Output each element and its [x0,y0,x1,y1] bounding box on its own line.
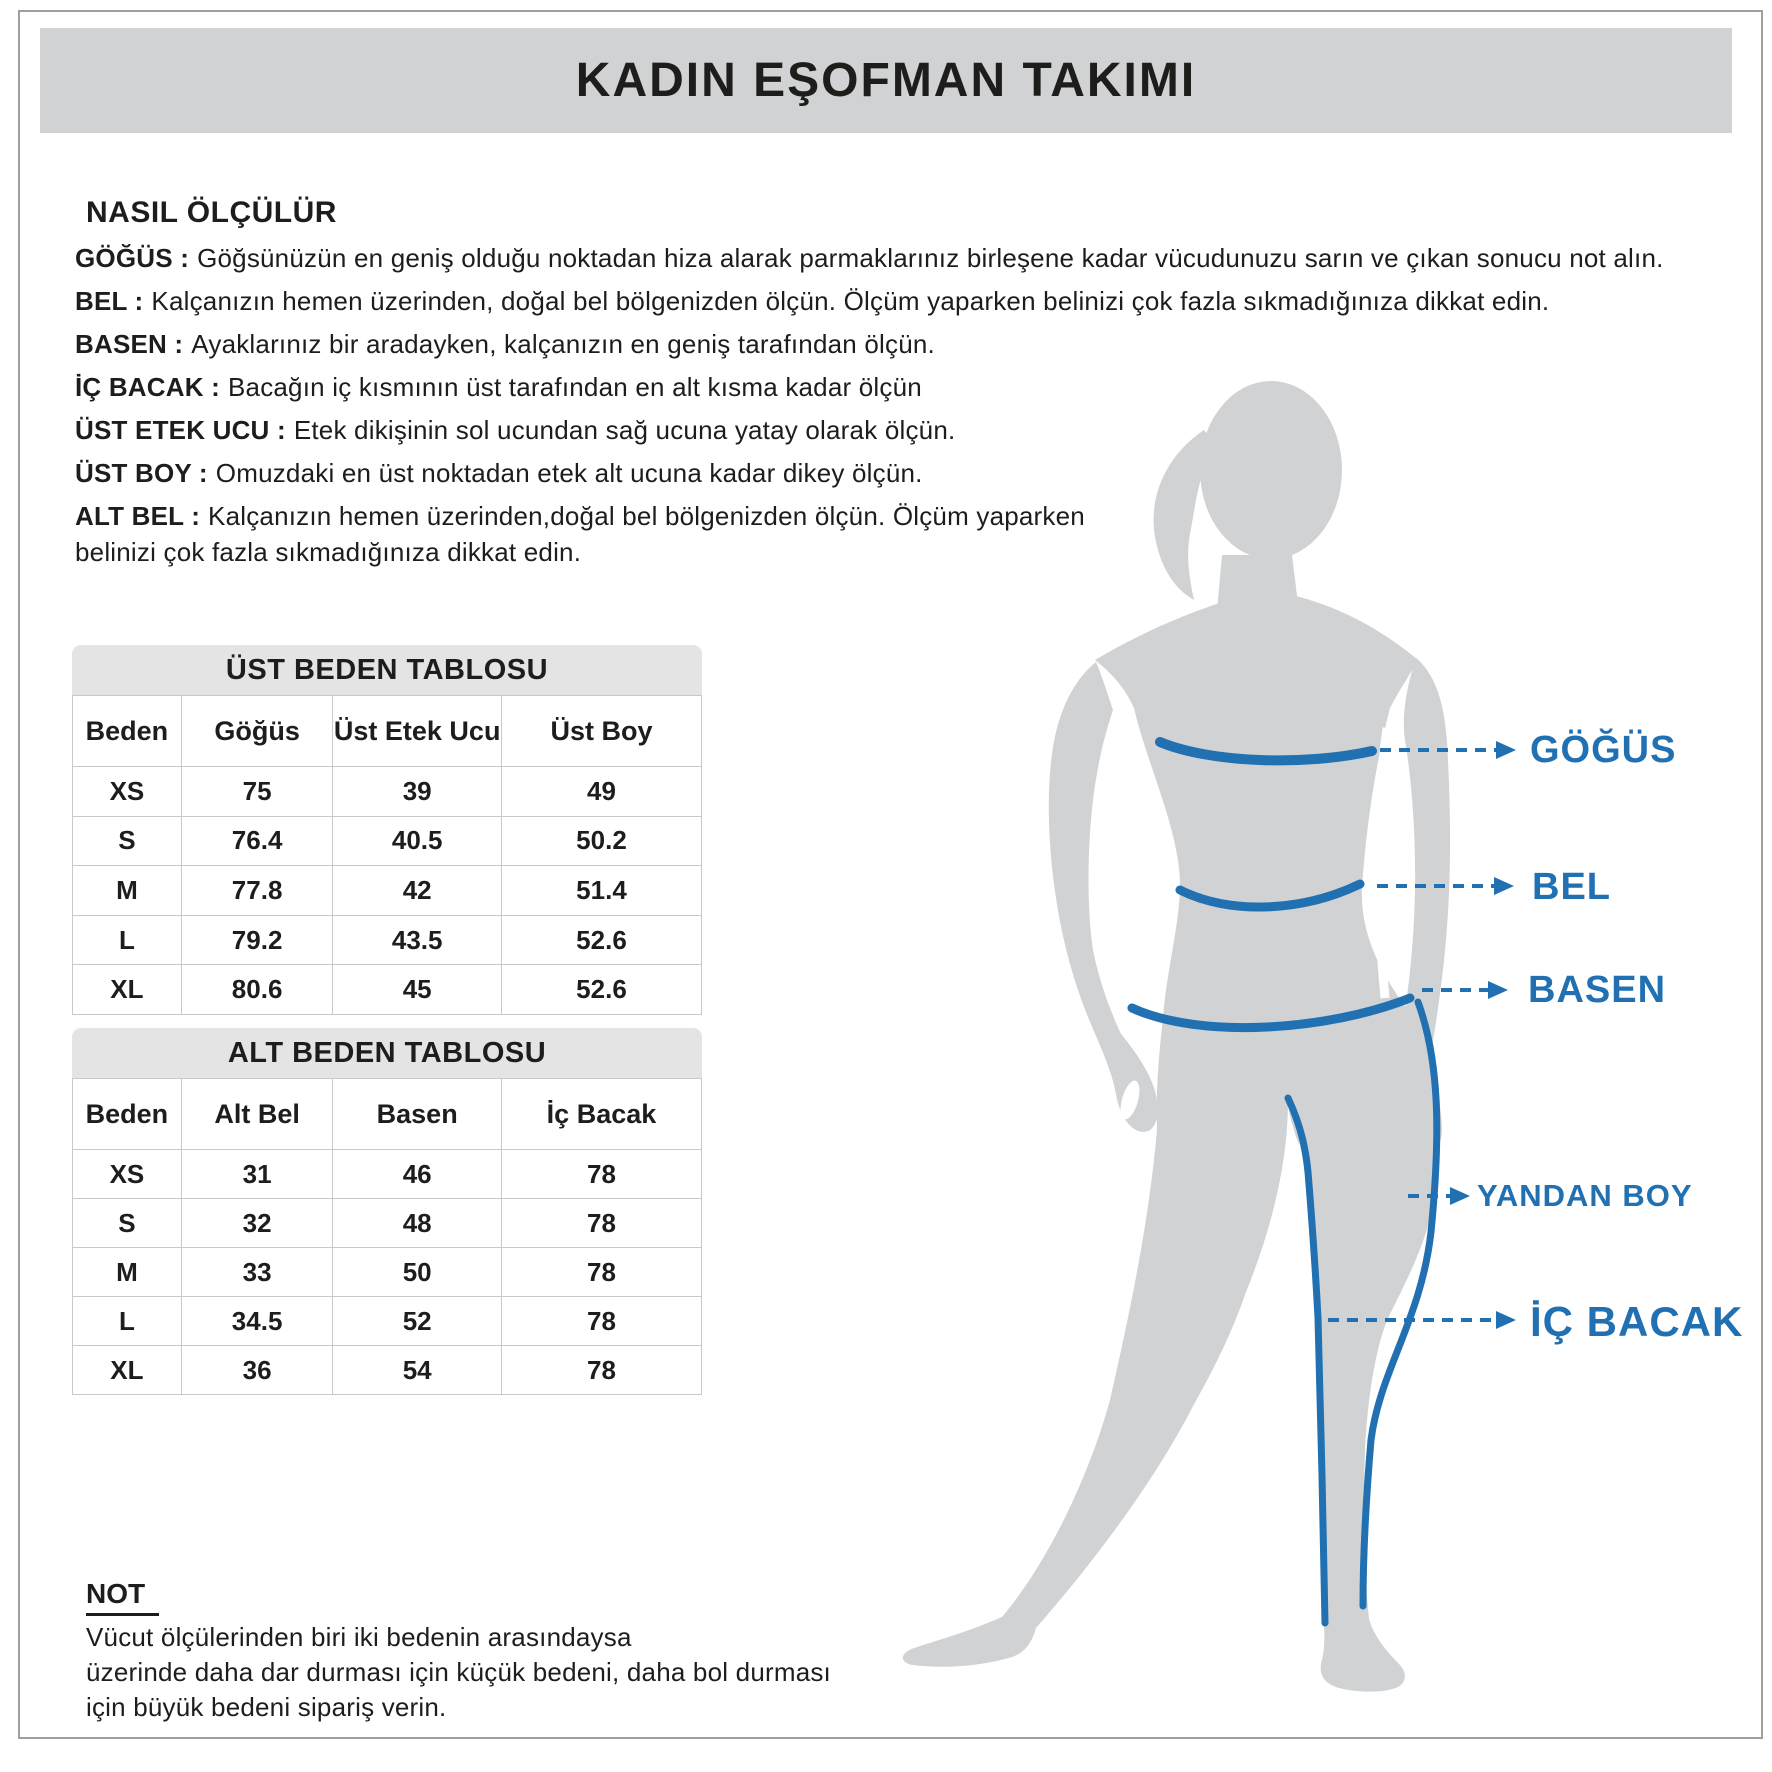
table-cell: M [73,866,182,916]
side-length-label: YANDAN BOY [1477,1178,1693,1213]
measure-definition-alt-bel-line2: belinizi çok fazla sıkmadığınıza dikkat edin. [75,537,582,567]
table-row [73,816,702,866]
left-leg [903,1018,1288,1667]
table-row [73,1248,702,1297]
table-cell: 78 [501,1346,701,1395]
table-cell: 42 [333,866,502,916]
upper-size-table [72,645,702,1015]
table-header-cell: Üst Etek Ucu [333,696,502,767]
table-cell: 54 [333,1346,502,1395]
table-cell: 78 [501,1297,701,1346]
table-cell: 34.5 [181,1297,333,1346]
note-line: için büyük bedeni sipariş verin. [86,1692,447,1722]
table-cell: 80.6 [181,965,333,1015]
arrow-right-icon [1494,877,1514,895]
table-cell: 43.5 [333,915,502,965]
table-header-cell: Basen [333,1079,502,1150]
note-line: üzerinde daha dar durması için küçük bedeni, daha bol durması [86,1657,831,1687]
table-row [73,1297,702,1346]
table-header-cell: Alt Bel [181,1079,333,1150]
upper-size-table-title: ÜST BEDEN TABLOSU [72,645,702,695]
table-cell: 51.4 [501,866,701,916]
table-row [73,1150,702,1199]
table-cell: 52.6 [501,965,701,1015]
arrow-right-icon [1496,1311,1516,1329]
table-cell: 36 [181,1346,333,1395]
table-header-cell: Üst Boy [501,696,701,767]
table-cell: 76.4 [181,816,333,866]
table-cell: S [73,1199,182,1248]
head [1200,381,1342,559]
table-row [73,915,702,965]
note-line: Vücut ölçülerinden biri iki bedenin arasındaysa [86,1622,632,1652]
table-cell: 32 [181,1199,333,1248]
table-cell: 79.2 [181,915,333,965]
table-cell: 78 [501,1150,701,1199]
table-cell: XS [73,767,182,817]
table-cell: XL [73,965,182,1015]
table-cell: S [73,816,182,866]
table-cell: L [73,1297,182,1346]
table-cell: XL [73,1346,182,1395]
table-cell: 50.2 [501,816,701,866]
table-cell: XS [73,1150,182,1199]
table-cell: 40.5 [333,816,502,866]
measure-definition-ust-etek-ucu: ÜST ETEK UCU : Etek dikişinin sol ucundan sağ ucuna yatay olarak ölçün. [75,415,956,445]
lower-size-table [72,1028,702,1395]
measure-definition-gogus: GÖĞÜS : Göğsünüzün en geniş olduğu noktadan hiza alarak parmaklarınız birleşene kadar vücudunuzu sarın ve çıkan sonucu not alın. [75,243,1664,273]
measure-definition-basen: BASEN : Ayaklarınız bir aradayken, kalçanızın en geniş tarafından ölçün. [75,329,935,359]
how-to-heading: NASIL ÖLÇÜLÜR [86,196,337,229]
waist-label: BEL [1532,866,1611,908]
hip-label: BASEN [1528,969,1667,1011]
note-heading: NOT [86,1578,159,1616]
table-cell: 78 [501,1199,701,1248]
arrow-right-icon [1450,1187,1470,1205]
table-row [73,965,702,1015]
table-header-cell: İç Bacak [501,1079,701,1150]
table-cell: L [73,915,182,965]
page-title-bar [40,28,1732,133]
table-cell: 48 [333,1199,502,1248]
table-header-cell: Beden [73,1079,182,1150]
table-cell: 46 [333,1150,502,1199]
table-cell: M [73,1248,182,1297]
chest-arrow [1380,741,1516,759]
table-header-row [73,696,702,767]
chest-label: GÖĞÜS [1530,729,1677,771]
measure-definition-ic-bacak: İÇ BACAK : Bacağın iç kısmının üst tarafından en alt kısma kadar ölçün [75,372,922,402]
table-cell: 39 [333,767,502,817]
body-measurement-figure [850,330,1530,1750]
table-row [73,1346,702,1395]
ponytail [1154,430,1216,600]
arrow-right-icon [1496,741,1516,759]
table-cell: 45 [333,965,502,1015]
page-title: KADIN EŞOFMAN TAKIMI [575,54,1197,107]
table-cell: 77.8 [181,866,333,916]
table-row [73,1199,702,1248]
table-cell: 75 [181,767,333,817]
arrow-right-icon [1488,981,1508,999]
table-cell: 52 [333,1297,502,1346]
table-cell: 31 [181,1150,333,1199]
table-header-cell: Göğüs [181,696,333,767]
table-cell: 33 [181,1248,333,1297]
table-row [73,767,702,817]
table-cell: 49 [501,767,701,817]
table-header-row [73,1079,702,1150]
table-cell: 52.6 [501,915,701,965]
table-cell: 78 [501,1248,701,1297]
measure-definition-alt-bel: ALT BEL : Kalçanızın hemen üzerinden,doğal bel bölgenizden ölçün. Ölçüm yaparken [75,501,1085,531]
table-header-cell: Beden [73,696,182,767]
inseam-label: İÇ BACAK [1530,1298,1744,1345]
table-cell: 50 [333,1248,502,1297]
lower-size-table-title: ALT BEDEN TABLOSU [72,1028,702,1078]
table-row [73,866,702,916]
measure-definition-ust-boy: ÜST BOY : Omuzdaki en üst noktadan etek alt ucuna kadar dikey ölçün. [75,458,923,488]
measure-definition-bel: BEL : Kalçanızın hemen üzerinden, doğal bel bölgenizden ölçün. Ölçüm yaparken belinizi çok fazla sıkmadığınıza dikkat edin. [75,286,1550,316]
